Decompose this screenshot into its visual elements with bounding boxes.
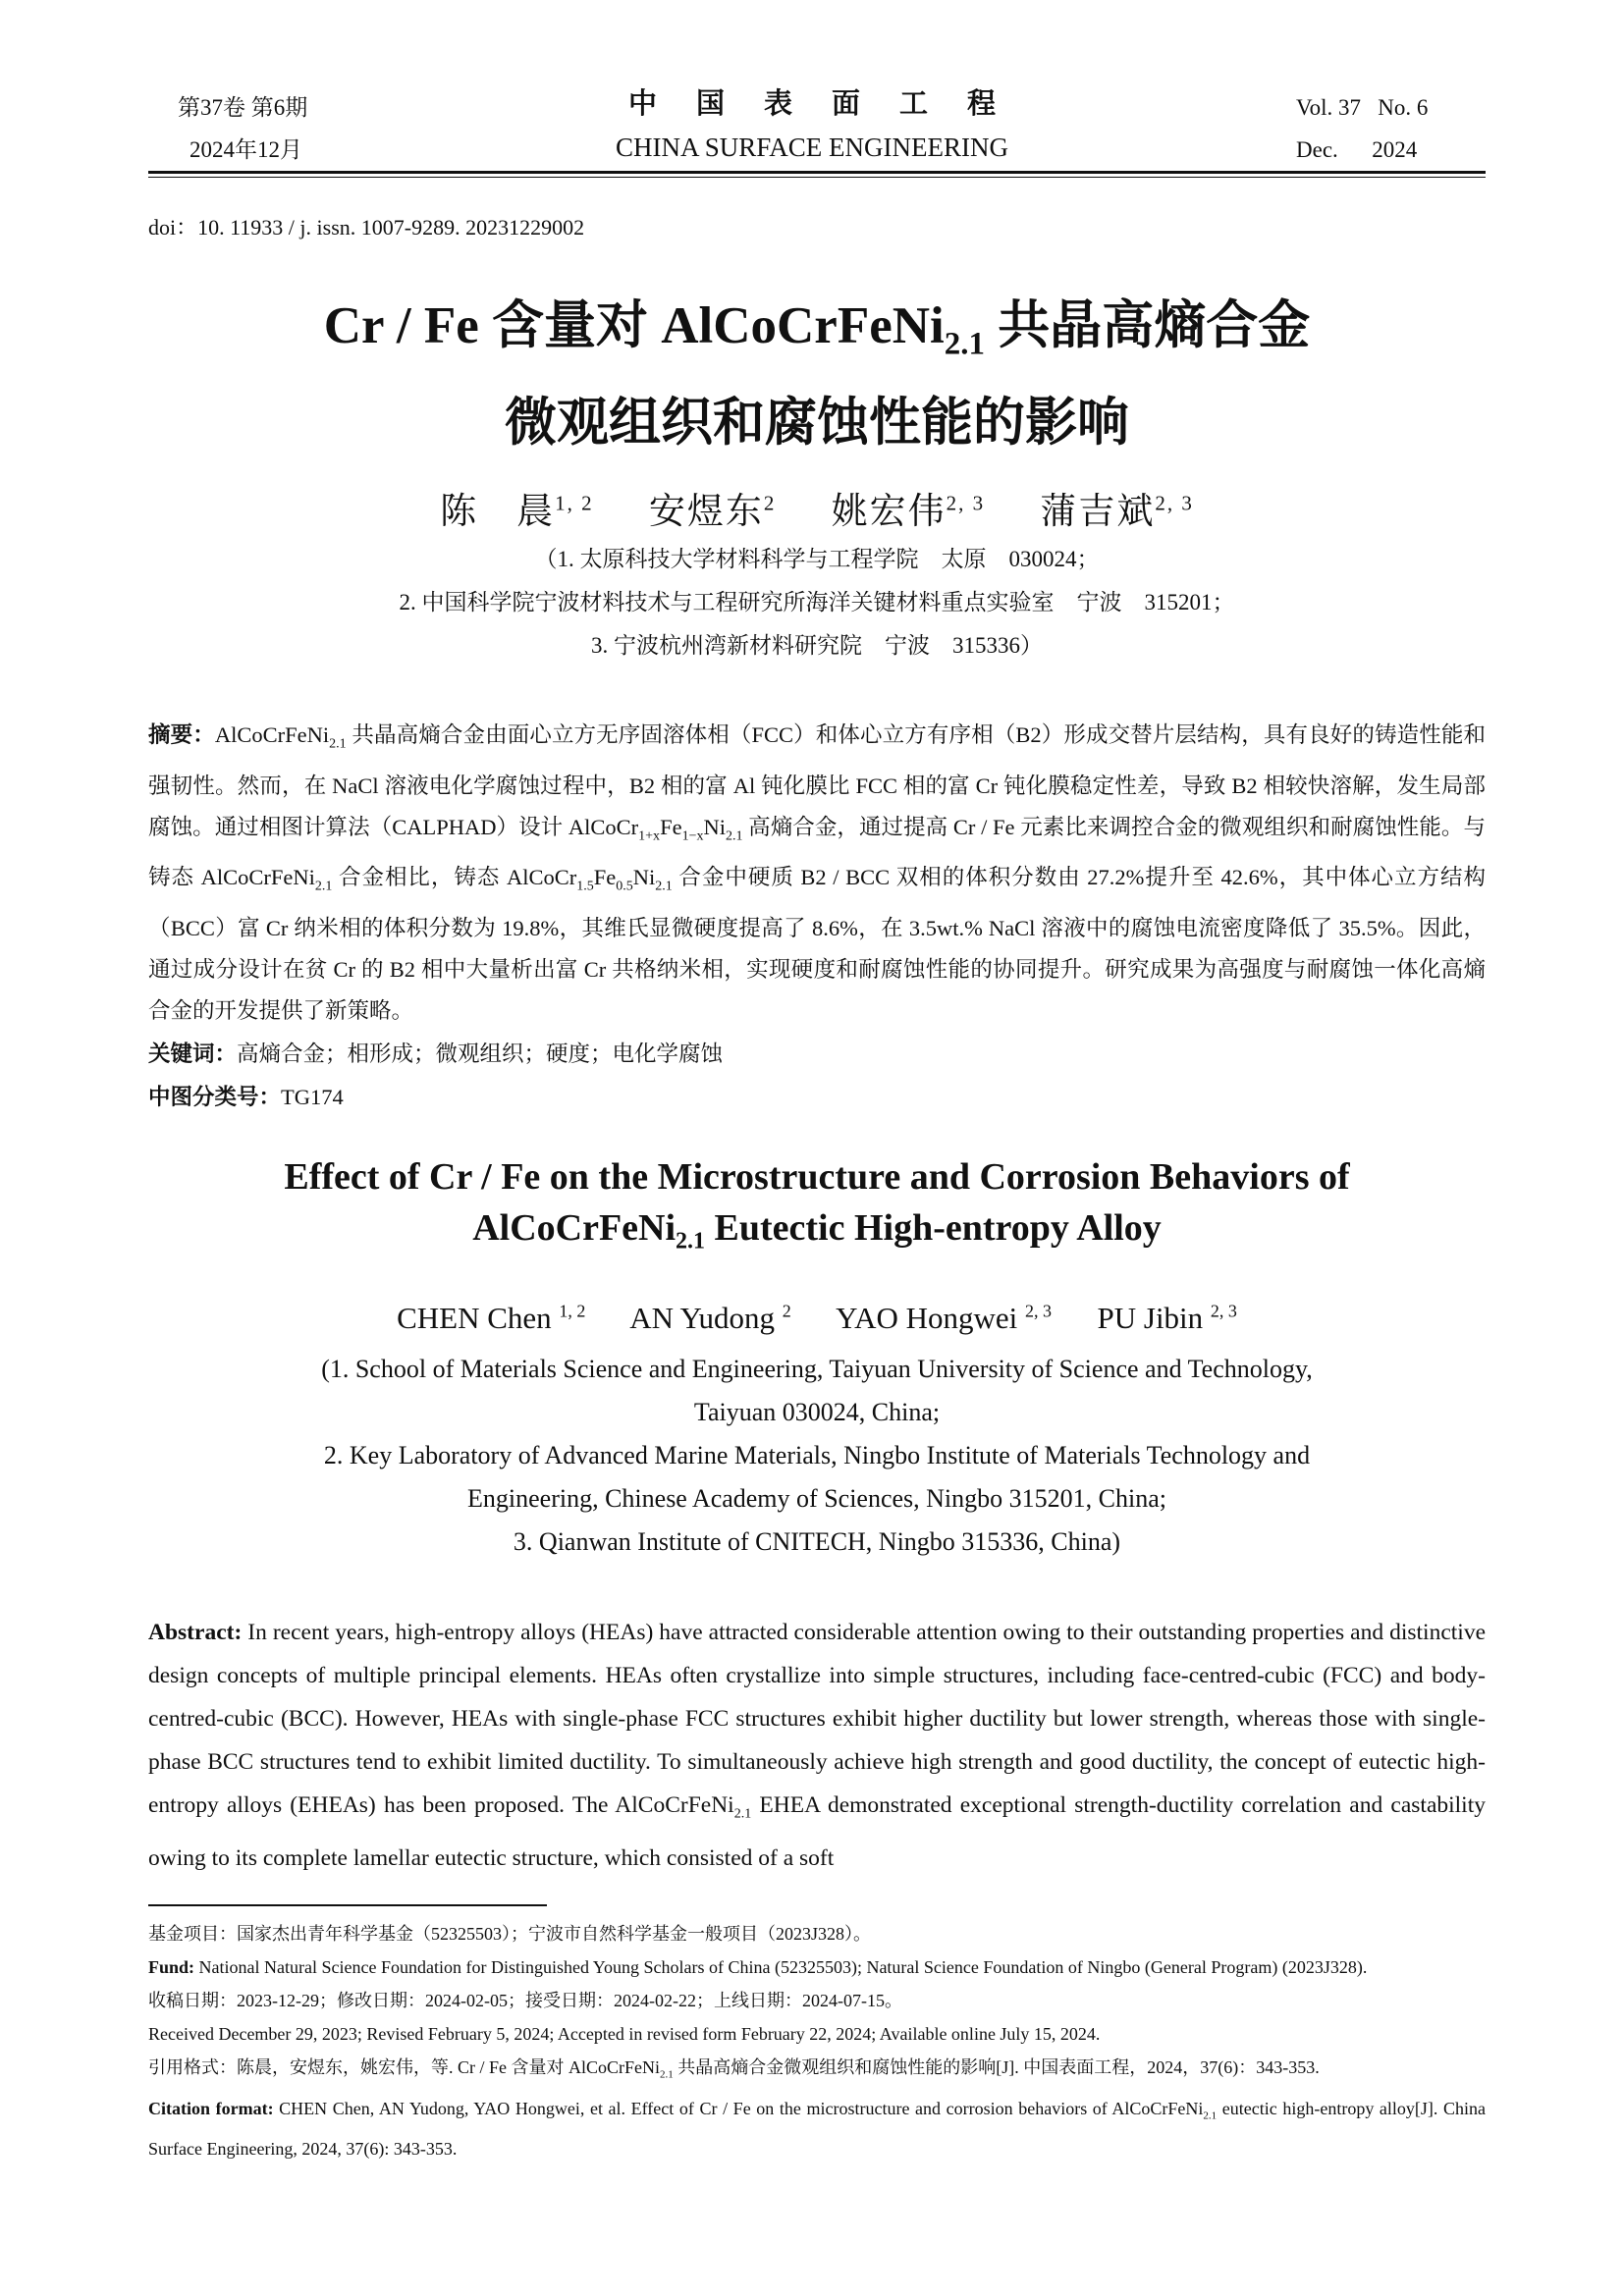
title-cn-part: Cr / Fe 含量对 AlCoCrFeNi	[323, 297, 945, 354]
clc-cn-text: TG174	[281, 1085, 344, 1109]
authors-en	[148, 1301, 1486, 1336]
affiliation-en: Taiyuan 030024, China;	[693, 1398, 941, 1426]
author-en	[836, 1301, 1052, 1335]
footnotes	[148, 1917, 1486, 2165]
subscript: 2.1	[655, 879, 673, 894]
abstract-cn-text: 合金相比，铸态 AlCoCr	[332, 865, 577, 889]
author-en	[629, 1301, 791, 1335]
subscript: 2.1	[314, 879, 333, 894]
abstract-en-label: Abstract:	[148, 1620, 243, 1645]
citation-en	[148, 2092, 1486, 2166]
keywords-cn-text: 高熵合金；相形成；微观组织；硬度；电化学腐蚀	[237, 1041, 724, 1066]
abstract-cn-text: AlCoCrFeNi	[214, 722, 330, 747]
doi: doi：10. 11933 / j. issn. 1007-9289. 20231229002	[148, 215, 585, 240]
author-affil-mark: 2, 3	[1155, 491, 1194, 515]
author-affil-mark: 2	[763, 491, 777, 515]
abstract-en-text: In recent years, high-entropy alloys (HEAs) have attracted considerable attention owing to their outstanding properties and distinctive design concepts of multiple principal elements. HEAs often crystallize into simple structures, including face-centred-cubic (FCC) and body-centred-cubic (BCC). However, HEAs with single-phase FCC structures exhibit higher ductility but lower strength, whereas those with single-phase BCC structures tend to exhibit limited ductility. To simultaneously achieve high strength and good ductility, the concept of eutectic high-entropy alloys (EHEAs) has been proposed. The AlCoCrFeNi	[148, 1620, 1486, 1818]
author-affil-mark: 1, 2	[555, 491, 594, 515]
subscript: 1+x	[638, 828, 661, 843]
fund-en	[148, 1950, 1486, 1984]
author-name: 蒲吉斌	[1040, 492, 1156, 532]
subscript: 2.1	[660, 2068, 674, 2081]
abstract-cn-text: Ni	[632, 865, 656, 889]
title-en-line1: Effect of Cr / Fe on the Microstructure and Corrosion Behaviors of	[284, 1156, 1350, 1198]
affiliation-en: 2. Key Laboratory of Advanced Marine Materials, Ningbo Institute of Materials Technology and	[323, 1441, 1311, 1469]
author-cn	[440, 492, 594, 532]
affiliation-en: Engineering, Chinese Academy of Sciences, Ningbo 315201, China;	[467, 1484, 1166, 1513]
author-en	[397, 1301, 585, 1335]
affiliation-en: (1. School of Materials Science and Engineering, Taiyuan University of Science and Technology,	[321, 1355, 1313, 1383]
subscript: 1.5	[576, 879, 594, 894]
title-cn-subscript: 2.1	[944, 326, 985, 362]
subscript: 1−x	[681, 828, 704, 843]
author-cn	[649, 492, 777, 532]
citation-cn-text: 引用格式：陈晨，安煜东，姚宏伟，等. Cr / Fe 含量对 AlCoCrFeNi	[148, 2057, 661, 2077]
article-title-en	[148, 1151, 1486, 1267]
author-cn	[1040, 492, 1194, 532]
author-name: YAO Hongwei	[836, 1301, 1018, 1335]
authors-cn	[148, 481, 1486, 534]
header-rule	[148, 171, 1486, 174]
year-en: 2024	[1372, 137, 1418, 162]
volume-issue-cn: 第37卷 第6期	[178, 95, 308, 120]
date-cn: 2024年12月	[189, 137, 302, 162]
abstract-cn	[148, 715, 1486, 1032]
affiliations-en	[148, 1348, 1486, 1564]
citation-en-text: eutectic high-entropy alloy[J]. China Surface Engineering, 2024, 37(6): 343-353.	[148, 2098, 1487, 2160]
abstract-cn-text: 高熵合金，通过提高 Cr / Fe 元素比来调控合金的微观组织和耐腐蚀性能。与铸态 AlCoCrFeNi	[148, 814, 1486, 889]
citation-cn-text: 共晶高熵合金微观组织和腐蚀性能的影响[J]. 中国表面工程，2024，37(6)：343-353.	[673, 2057, 1320, 2077]
subscript: 0.5	[616, 879, 633, 894]
keywords-block-cn	[148, 1033, 1486, 1119]
author-name: 陈 晨	[440, 492, 556, 532]
fund-en-label: Fund:	[148, 1957, 195, 1977]
dates-en: Received December 29, 2023; Revised February 5, 2024; Accepted in revised form February 22, 2024; Available online July 15, 2024.	[148, 2024, 1101, 2044]
journal-title-cn: 中国表面工程	[627, 88, 1035, 120]
clc-cn-label: 中图分类号：	[148, 1085, 282, 1109]
subscript: 2.1	[733, 1806, 752, 1822]
keywords-cn-label: 关键词：	[148, 1041, 238, 1066]
subscript: 2.1	[329, 736, 347, 752]
author-affil-mark: 2, 3	[1210, 1301, 1237, 1321]
volume-en: Vol. 37	[1296, 95, 1362, 120]
clc-cn	[148, 1076, 1486, 1119]
affiliation-cn: （1. 太原科技大学材料科学与工程学院 太原 030024；	[534, 547, 1100, 571]
citation-en-label: Citation format:	[148, 2098, 274, 2118]
abstract-cn-text: Fe	[593, 865, 617, 889]
abstract-cn-text: 合金中硬质 B2 / BCC 双相的体积分数由 27.2%提升至 42.6%，其中体心立方结构（BCC）富 Cr 纳米相的体积分数为 19.8%，其维氏显微硬度提高了 8.6%，在 3.5wt.% NaCl 溶液中的腐蚀电流密度降低了 35.5%。因此，通过成分设计在贫 Cr 的 B2 相中大量析出富 Cr 共格纳米相，实现硬度和耐腐蚀性能的协同提升。研究成果为高强度与耐腐蚀一体化高熵合金的开发提供了新策略。	[148, 865, 1486, 1023]
author-name: CHEN Chen	[397, 1301, 552, 1335]
author-affil-mark: 1, 2	[559, 1301, 586, 1321]
author-affil-mark: 2	[782, 1301, 791, 1321]
footnote-rule	[148, 1904, 547, 1906]
title-en-subscript: 2.1	[676, 1228, 706, 1255]
issue-en: No. 6	[1378, 95, 1429, 120]
subscript: 2.1	[725, 828, 743, 843]
author-name: 姚宏伟	[831, 492, 947, 532]
dates-cn: 收稿日期：2023-12-29；修改日期：2024-02-05；接受日期：2024-02-22；上线日期：2024-07-15。	[148, 1991, 902, 2010]
author-affil-mark: 2, 3	[946, 491, 986, 515]
header-right	[1296, 86, 1428, 171]
author-affil-mark: 2, 3	[1025, 1301, 1052, 1321]
title-en-part: AlCoCrFeNi	[472, 1207, 677, 1249]
citation-cn	[148, 2051, 1486, 2092]
affiliations-cn	[148, 538, 1486, 667]
affiliation-cn: 2. 中国科学院宁波材料技术与工程研究所海洋关键材料重点实验室 宁波 315201；	[399, 590, 1235, 614]
abstract-cn-label: 摘要：	[148, 722, 215, 747]
title-en-part: Eutectic High-entropy Alloy	[705, 1207, 1162, 1249]
subscript: 2.1	[1203, 2109, 1218, 2122]
fund-en-text: National Natural Science Foundation for Distinguished Young Scholars of China (52325503); Natural Science Foundation of Ningbo (General Program) (2023J328).	[194, 1957, 1368, 1977]
affiliation-cn: 3. 宁波杭州湾新材料研究院 宁波 315336）	[591, 633, 1043, 658]
author-name: PU Jibin	[1097, 1301, 1204, 1335]
abstract-en	[148, 1611, 1486, 1880]
header-center	[520, 82, 1104, 169]
header-rule-thin	[148, 177, 1486, 178]
affiliation-en: 3. Qianwan Institute of CNITECH, Ningbo 315336, China)	[513, 1527, 1121, 1556]
author-name: AN Yudong	[629, 1301, 776, 1335]
keywords-cn	[148, 1033, 1486, 1076]
author-cn	[832, 492, 986, 532]
author-en	[1098, 1301, 1237, 1335]
abstract-en-text: EHEA demonstrated exceptional strength-ductility correlation and castability owing to its complete lamellar eutectic structure, which consisted of a soft	[148, 1792, 1486, 1871]
journal-title-en: CHINA SURFACE ENGINEERING	[615, 133, 1008, 162]
article-title-cn	[148, 287, 1486, 462]
month-en: Dec.	[1296, 137, 1338, 162]
abstract-cn-text: 共晶高熵合金由面心立方无序固溶体相（FCC）和体心立方有序相（B2）形成交替片层结构，具有良好的铸造性能和强韧性。然而，在 NaCl 溶液电化学腐蚀过程中，B2 相的富 Al 钝化膜比 FCC 相的富 Cr 钝化膜稳定性差，导致 B2 相较快溶解，发生局部腐蚀。通过相图计算法（CALPHAD）设计 AlCoCr	[148, 722, 1486, 839]
author-name: 安煜东	[648, 492, 764, 532]
abstract-cn-text: Fe	[660, 814, 682, 839]
title-cn-line2: 微观组织和腐蚀性能的影响	[505, 394, 1129, 452]
fund-cn: 基金项目：国家杰出青年科学基金（52325503）；宁波市自然科学基金一般项目（2023J328）。	[148, 1924, 872, 1944]
header-left	[178, 86, 307, 171]
citation-en-text: CHEN Chen, AN Yudong, YAO Hongwei, et al. Effect of Cr / Fe on the microstructure and corrosion behaviors of AlCoCrFeNi	[273, 2098, 1204, 2118]
title-cn-part: 共晶高熵合金	[984, 297, 1311, 354]
abstract-cn-text: Ni	[703, 814, 726, 839]
